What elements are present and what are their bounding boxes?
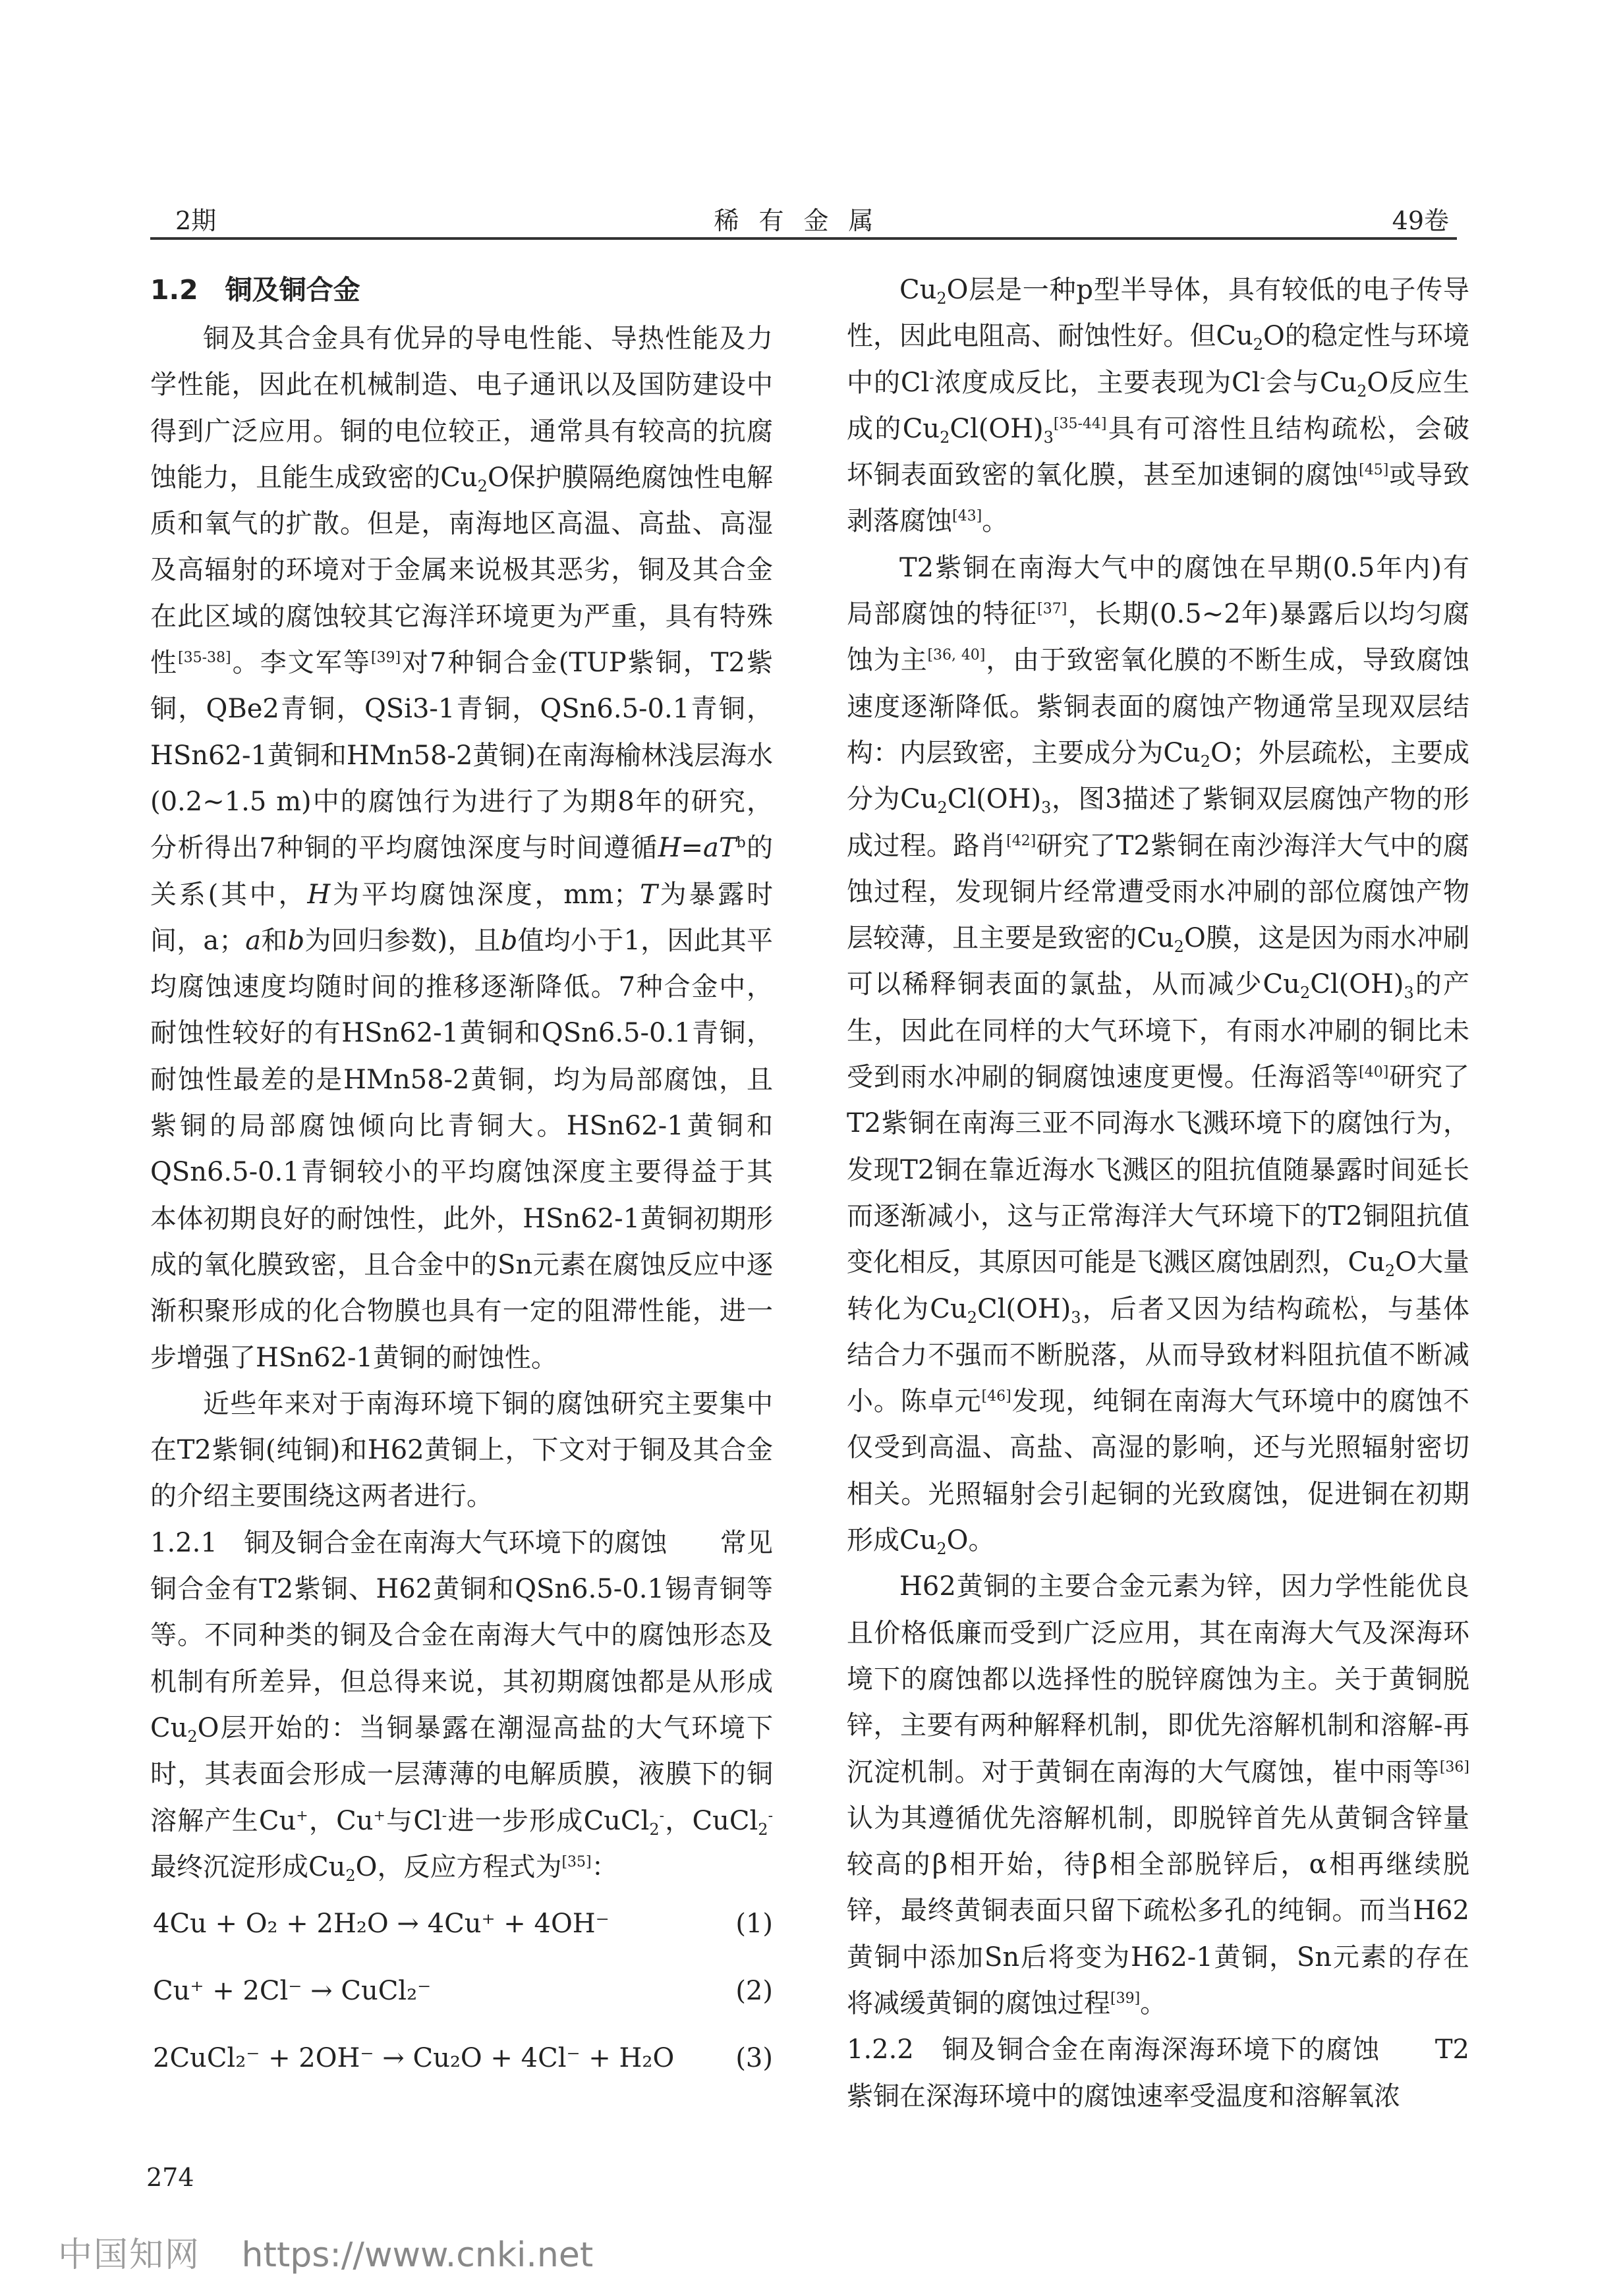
paragraph: 铜及其合金具有优异的导电性能、导热性能及力学性能，因此在机械制造、电子通讯以及国防建设中得到广泛应用。铜的电位较正，通常具有较高的抗腐蚀能力，且能生成致密的$Cu_2O$保护膜隔绝腐蚀性电解质和氧气的扩散。但是，南海地区高温、高盐、高湿及高辐射的环境对于金属来说极其恶劣，铜及其合金在此区域的腐蚀较其它海洋环境更为严重，具有特殊性[35-38]。李文军等[39]对7种铜合金(TUP紫铜，T2紫铜，QBe2青铜，QSi3-1青铜，QSn6.5-0.1青铜，HSn62-1黄铜和HMn58-2黄铜)在南海榆林浅层海水(0.2~1.5 m)中的腐蚀行为进行了为期8年的研究，分析得出7种铜的平均腐蚀深度与时间遵循$H=aT^b$的关系(其中，H为平均腐蚀深度，mm；T为暴露时间，a；a和b为回归参数)，且b值均小于1，因此其平均腐蚀速度均随时间的推移逐渐降低。7种合金中，耐蚀性较好的有HSn62-1黄铜和QSn6.5-0.1青铜，耐蚀性最差的是HMn58-2黄铜，均为局部腐蚀，且紫铜的局部腐蚀倾向比青铜大。HSn62-1黄铜和QSn6.5-0.1青铜较小的平均腐蚀深度主要得益于其本体初期良好的耐蚀性，此外，HSn62-1黄铜初期形成的氧化膜致密，且合金中的Sn元素在腐蚀反应中逐渐积聚形成的化合物膜也具有一定的阻滞性能，进一步增强了HSn62-1黄铜的耐蚀性。 [150,323,774,1373]
equation-body: Cu⁺ + 2Cl⁻ → CuCl₂⁻ [153,1976,432,2007]
right-column: $Cu_2O$层是一种p型半导体，具有较低的电子传导性，因此电阻高、耐蚀性好。但$Cu_2O$的稳定性与环境中的Cl-浓度成反比，主要表现为Cl-会与$Cu_2O$反应生成的$Cu_2Cl(OH)_3[35-44]$具有可溶性且结构疏松，会破坏铜表面致密的氧化膜，甚至加速铜的腐蚀[45]或导致剥落腐蚀[43]。 T2紫铜在南海大气中的腐蚀在早期(0.5年内)有局部腐蚀的特征[37]，长期(0.5~2年)暴露后以均匀腐蚀为主[36, 40]，由于致密氧化膜的不断生成，导致腐蚀速度逐渐降低。紫铜表面的腐蚀产物通常呈现双层结构：内层致密，主要成分为$Cu_2O$；外层疏松，主要成分为$Cu_2Cl(OH)_3$，图3描述了紫铜双层腐蚀产物的形成过程。路肖[42]研究了T2紫铜在南沙海洋大气中的腐蚀过程，发现铜片经常遭受雨水冲刷的部位腐蚀产物层较薄，且主要是致密的$Cu_2O$膜，这是因为雨水冲刷可以稀释铜表面的氯盐，从而减少$Cu_2Cl(OH)_3$的产生，因此在同样的大气环境下，有雨水冲刷的铜比未受到雨水冲刷的铜腐蚀速度更慢。任海滔等[40]研究了T2紫铜在南海三亚不同海水飞溅环境下的腐蚀行为，发现T2铜在靠近海水飞溅区的阻抗值随暴露时间延长而逐渐减小，这与正常海洋大气环境下的T2铜阻抗值变化相反，其原因可能是飞溅区腐蚀剧烈，$Cu_2O$大量转化为$Cu_2Cl(OH)_3$，后者又因为结构疏松，与基体结合力不强而不断脱落，从而导致材料阻抗值不断减小。陈卓元[46]发现，纯铜在南海大气环境中的腐蚀不仅受到高温、高盐、高湿的影响，还与光照辐射密切相关。光照辐射会引起铜的光致腐蚀，促进铜在初期形成$Cu_2O$。 H62黄铜的主要合金元素为锌，因力学性能优良且价格低廉而受到广泛应用，其在南海大气及深海环境下的腐蚀都以选择性的脱锌腐蚀为主。关于黄铜脱锌，主要有两种解释机制，即优先溶解机制和溶解-再沉淀机制。对于黄铜在南海的大气腐蚀，崔中雨等[36]认为其遵循优先溶解机制，即脱锌首先从黄铜含锌量较高的β相开始，待β相全部脱锌后，α相再继续脱锌，最终黄铜表面只留下疏松多孔的纯铜。而当H62黄铜中添加Sn后将变为H62-1黄铜，Sn元素的存在将减缓黄铜的腐蚀过程[39]。 1.2.2 铜及铜合金在南海深海环境下的腐蚀 T2紫铜在深海环境中的腐蚀速率受温度和溶解氧浓 [847,267,1469,2119]
equation-1 [150,1890,773,1957]
left-column: 1.2 铜及铜合金 铜及其合金具有优异的导电性能、导热性能及力学性能，因此在机械制造、电子通讯以及国防建设中得到广泛应用。铜的电位较正，通常具有较高的抗腐蚀能力，且能生成致密的$Cu_2O$保护膜隔绝腐蚀性电解质和氧气的扩散。但是，南海地区高温、高盐、高湿及高辐射的环境对于金属来说极其恶劣，铜及其合金在此区域的腐蚀较其它海洋环境更为严重，具有特殊性[35-38]。李文军等[39]对7种铜合金(TUP紫铜，T2紫铜，QBe2青铜，QSi3-1青铜，QSn6.5-0.1青铜，HSn62-1黄铜和HMn58-2黄铜)在南海榆林浅层海水(0.2~1.5 m)中的腐蚀行为进行了为期8年的研究，分析得出7种铜的平均腐蚀深度与时间遵循$H=aT^b$的关系(其中，H为平均腐蚀深度，mm；T为暴露时间，a；a和b为回归参数)，且b值均小于1，因此其平均腐蚀速度均随时间的推移逐渐降低。7种合金中，耐蚀性较好的有HSn62-1黄铜和QSn6.5-0.1青铜，耐蚀性最差的是HMn58-2黄铜，均为局部腐蚀，且紫铜的局部腐蚀倾向比青铜大。HSn62-1黄铜和QSn6.5-0.1青铜较小的平均腐蚀深度主要得益于其本体初期良好的耐蚀性，此外，HSn62-1黄铜初期形成的氧化膜致密，且合金中的Sn元素在腐蚀反应中逐渐积聚形成的化合物膜也具有一定的阻滞性能，进一步增强了HSn62-1黄铜的耐蚀性。 近些年来对于南海环境下铜的腐蚀研究主要集中在T2紫铜(纯铜)和H62黄铜上，下文对于铜及其合金的介绍主要围绕这两者进行。 1.2.1 铜及铜合金在南海大气环境下的腐蚀 常见铜合金有T2紫铜、H62黄铜和QSn6.5-0.1锡青铜等等。不同种类的铜及合金在南海大气中的腐蚀形态及机制有所差异，但总得来说，其初期腐蚀都是从形成$Cu_2O$层开始的：当铜暴露在潮湿高盐的大气环境下时，其表面会形成一层薄薄的电解质膜，液膜下的铜溶解产生Cu+，Cu+与Cl-进一步形成CuCl$_2$-，CuCl$_2$-最终沉淀形成$Cu_2O$，反应方程式为[35]： 4Cu + O₂ + 2H₂O → 4Cu⁺ + 4OH⁻ (1) Cu⁺ + 2Cl⁻ → CuCl₂⁻ (2) 2CuCl₂⁻ + 2OH⁻ → Cu₂O + 4Cl⁻ + H₂O (3) [150,267,773,2092]
footer-watermark [58,2227,593,2276]
subsection-heading: 1.2.1 铜及铜合金在南海大气环境下的腐蚀 [150,1527,720,1558]
equation-body: 4Cu + O₂ + 2H₂O → 4Cu⁺ + 4OH⁻ [153,1909,610,1940]
paragraph: T2紫铜在南海大气中的腐蚀在早期(0.5年内)有局部腐蚀的特征[37]，长期(0.5~2年)暴露后以均匀腐蚀为主[36, 40]，由于致密氧化膜的不断生成，导致腐蚀速度逐渐降低。紫铜表面的腐蚀产物通常呈现双层结构：内层致密，主要成分为$Cu_2O$；外层疏松，主要成分为$Cu_2Cl(OH)_3$，图3描述了紫铜双层腐蚀产物的形成过程。路肖[42]研究了T2紫铜在南沙海洋大气中的腐蚀过程，发现铜片经常遭受雨水冲刷的部位腐蚀产物层较薄，且主要是致密的$Cu_2O$膜，这是因为雨水冲刷可以稀释铜表面的氯盐，从而减少$Cu_2Cl(OH)_3$的产生，因此在同样的大气环境下，有雨水冲刷的铜比未受到雨水冲刷的铜腐蚀速度更慢。任海滔等[40]研究了T2紫铜在南海三亚不同海水飞溅环境下的腐蚀行为，发现T2铜在靠近海水飞溅区的阻抗值随暴露时间延长而逐渐减小，这与正常海洋大气环境下的T2铜阻抗值变化相反，其原因可能是飞溅区腐蚀剧烈，$Cu_2O$大量转化为$Cu_2Cl(OH)_3$，后者又因为结构疏松，与基体结合力不强而不断脱落，从而导致材料阻抗值不断减小。陈卓元[46]发现，纯铜在南海大气环境中的腐蚀不仅受到高温、高盐、高湿的影响，还与光照辐射密切相关。光照辐射会引起铜的光致腐蚀，促进铜在初期形成$Cu_2O$。 [847,552,1470,1559]
issue-label: 2期 [175,206,217,235]
equation-number: (1) [735,1909,773,1940]
equation-number: (3) [735,2043,773,2074]
paragraph: 近些年来对于南海环境下铜的腐蚀研究主要集中在T2紫铜(纯铜)和H62黄铜上，下文对于铜及其合金的介绍主要围绕这两者进行。 [150,1388,773,1512]
cnki-url[interactable]: https://www.cnki.net [241,2235,594,2275]
equation-body: 2CuCl₂⁻ + 2OH⁻ → Cu₂O + 4Cl⁻ + H₂O [153,2043,675,2074]
page-header [150,196,1457,240]
equation-2 [150,1957,773,2025]
page-number: 274 [146,2163,194,2192]
equation-number: (2) [735,1976,773,2007]
volume-label: 49卷 [1392,206,1449,235]
paragraph: $Cu_2O$层是一种p型半导体，具有较低的电子传导性，因此电阻高、耐蚀性好。但$Cu_2O$的稳定性与环境中的Cl-浓度成反比，主要表现为Cl-会与$Cu_2O$反应生成的$Cu_2Cl(OH)_3[35-44]$具有可溶性且结构疏松，会破坏铜表面致密的氧化膜，甚至加速铜的腐蚀[45]或导致剥落腐蚀[43]。 [847,275,1470,537]
subsection-heading: 1.2.2 铜及铜合金在南海深海环境下的腐蚀 [847,2034,1435,2065]
paragraph: H62黄铜的主要合金元素为锌，因力学性能优良且价格低廉而受到广泛应用，其在南海大气及深海环境下的腐蚀都以选择性的脱锌腐蚀为主。关于黄铜脱锌，主要有两种解释机制，即优先溶解机制和溶解-再沉淀机制。对于黄铜在南海的大气腐蚀，崔中雨等[36]认为其遵循优先溶解机制，即脱锌首先从黄铜含锌量较高的β相开始，待β相全部脱锌后，α相再继续脱锌，最终黄铜表面只留下疏松多孔的纯铜。而当H62黄铜中添加Sn后将变为H62-1黄铜，Sn元素的存在将减缓黄铜的腐蚀过程[39]。 [847,1571,1469,2019]
equation-3 [150,2025,773,2092]
section-heading: 1.2 铜及铜合金 [150,274,360,306]
cnki-brand: 中国知网 [58,2235,201,2275]
journal-title: 稀有金属 [714,206,894,235]
